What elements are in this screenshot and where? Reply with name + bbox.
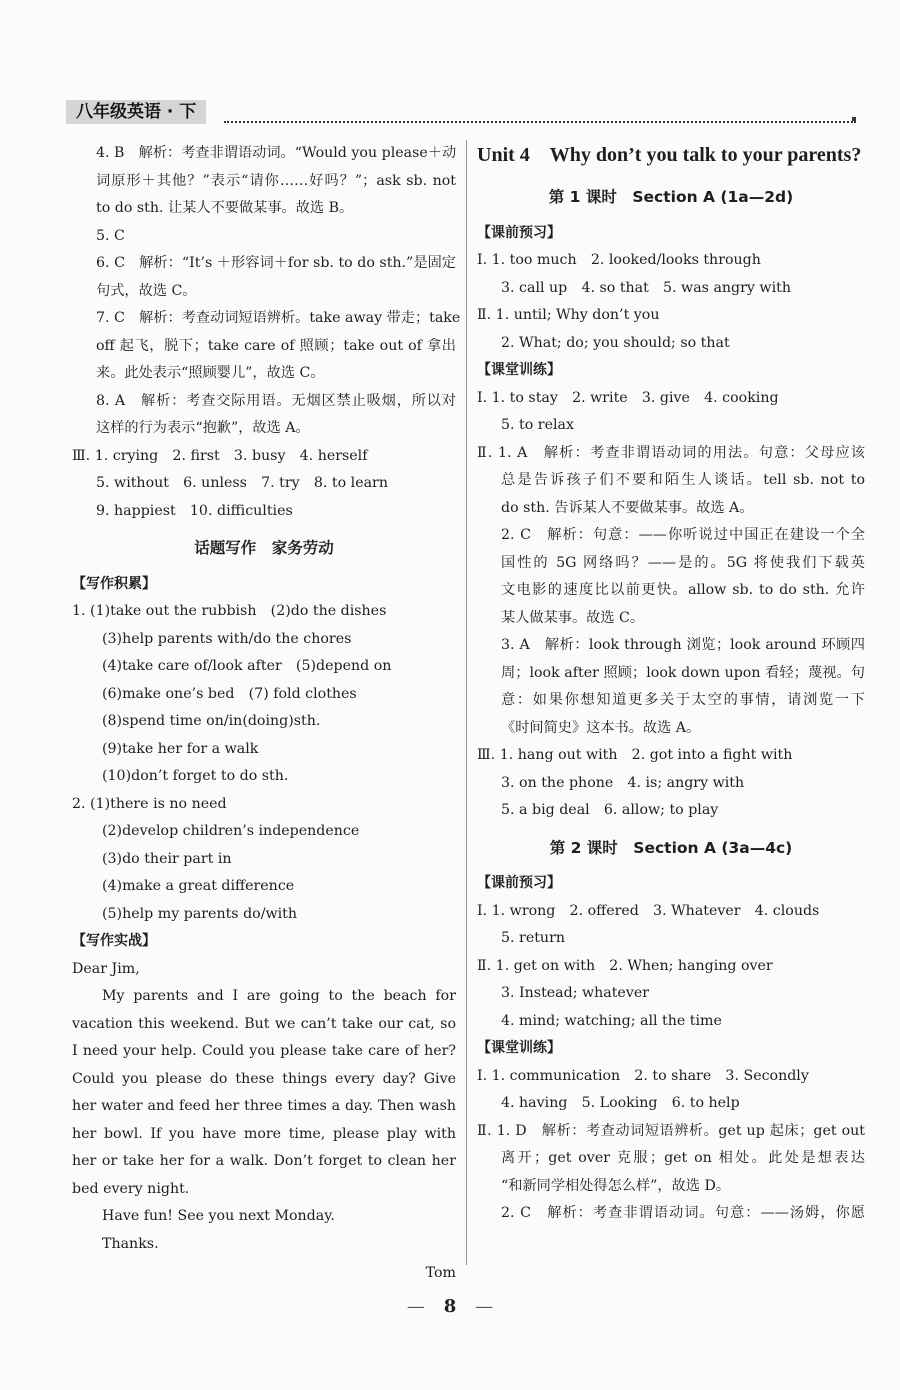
book-title: 八年级英语 · 下: [66, 100, 206, 124]
answer-line: 4. B 解析：考查非谓语动词。“Would you please＋动: [96, 145, 457, 161]
unit-title: Unit 4 Why don’t you talk to your parents?: [477, 144, 862, 166]
answer-line: 8. A 解析：考查交际用语。无烟区禁止吸烟，所以对: [96, 392, 456, 409]
answer-line: 某人做某事。故选 C。: [501, 609, 645, 626]
phrase-line: 1. (1)take out the rubbish (2)do the dishes: [72, 603, 387, 619]
answer-line: 离开；get over 克服；get on 相处。此处是想表达: [501, 1150, 865, 1166]
left-column: [72, 140, 461, 1288]
answer-line: Ⅱ. 1. A 解析：考查非谓语动词的用法。句意：父母应该: [477, 444, 865, 461]
phrase-line: (4)make a great difference: [102, 878, 295, 894]
answer-line: 来。此处表示“照顾婴儿”，故选 C。: [96, 365, 325, 381]
answer-line: 6. C 解析：“It’s ＋形容词＋for sb. to do sth.”是固定: [96, 255, 456, 271]
letter-thanks: Thanks.: [102, 1235, 159, 1252]
answer-line: 3. A 解析：look through 浏览；look around 环顾四: [501, 637, 865, 653]
answer-line: 句式，故选 C。: [96, 282, 197, 299]
answer-line: 5. a big deal 6. allow; to play: [501, 802, 719, 818]
answer-line: 总是告诉孩子们不要和陌生人谈话。tell sb. not to: [501, 472, 865, 488]
phrase-line: (5)help my parents do/with: [102, 905, 298, 922]
header-dot: [852, 117, 856, 121]
answer-line: Ⅱ. 1. until; Why don’t you: [477, 307, 660, 323]
answer-line: 5. return: [501, 930, 565, 946]
answer-line: do sth. 告诉某人不要做某事。故选 A。: [501, 499, 754, 516]
answer-line: 文电影的速度比以前更快。allow sb. to do sth. 允许: [501, 582, 865, 598]
answer-line: 5. C: [96, 227, 125, 244]
answer-line: 4. mind; watching; all the time: [501, 1012, 722, 1029]
answer-line: Ⅰ. 1. wrong 2. offered 3. Whatever 4. clouds: [477, 902, 820, 919]
right-column: [477, 140, 865, 1228]
answer-line: 3. on the phone 4. is; angry with: [501, 774, 745, 791]
answer-line: 国性的 5G 网络吗？——是的。5G 将使我们下载英: [501, 554, 865, 571]
answer-line: 5. without 6. unless 7. try 8. to learn: [96, 475, 388, 491]
phrase-line: (3)help parents with/do the chores: [102, 630, 352, 647]
answer-line: Ⅱ. 1. D 解析：考查动词短语辨析。get up 起床；get out: [477, 1122, 865, 1139]
answer-line: 这样的行为表示“抱歉”，故选 A。: [96, 420, 310, 436]
writing-practice-label: 【写作实战】: [72, 933, 156, 949]
header-rule: [224, 121, 856, 123]
answer-line: 2. C 解析：考查非谓语动词。句意：——汤姆，你愿: [501, 1205, 865, 1221]
page-dash-left: —: [406, 1296, 425, 1317]
answer-line: 5. to relax: [501, 417, 574, 433]
column-divider: [466, 140, 467, 1265]
answer-line: Ⅲ. 1. hang out with 2. got into a fight with: [477, 747, 793, 763]
letter-closing: Have fun! See you next Monday.: [102, 1208, 335, 1224]
answer-line: off 起飞，脱下；take care of 照顾；take out of 拿出: [96, 337, 456, 354]
answer-line: 《时间简史》这本书。故选 A。: [501, 719, 701, 736]
page-dash-right: —: [475, 1296, 494, 1317]
phrase-line: (4)take care of/look after (5)depend on: [102, 658, 392, 674]
answer-line: 词原形＋其他？”表示“请你……好吗？”；ask sb. not: [96, 172, 456, 189]
answer-line: Ⅰ. 1. to stay 2. write 3. give 4. cooking: [477, 389, 779, 406]
answer-line: Ⅰ. 1. communication 2. to share 3. Secondly: [477, 1067, 809, 1084]
phrase-line: (9)take her for a walk: [102, 740, 259, 757]
preview-label: 【课前预习】: [477, 224, 561, 241]
answer-line: “和新同学相处得怎么样”，故选 D。: [501, 1177, 731, 1194]
answer-line: Ⅰ. 1. too much 2. looked/looks through: [477, 252, 761, 268]
answer-line: 周；look after 照顾；look down upon 看轻；蔑视。句: [501, 664, 865, 681]
phrase-line: (10)don’t forget to do sth.: [102, 768, 289, 784]
preview-label: 【课前预习】: [477, 875, 561, 891]
answer-line: 2. C 解析：句意：——你听说过中国正在建设一个全: [501, 527, 865, 543]
lesson-2-title: 第 2 课时 Section A (3a—4c): [549, 838, 793, 857]
answer-line: Ⅲ. 1. crying 2. first 3. busy 4. herself: [72, 447, 368, 464]
topic-writing-title: 话题写作 家务劳动: [194, 539, 334, 557]
phrase-line: (2)develop children’s independence: [102, 823, 360, 839]
answer-line: to do sth. 让某人不要做某事。故选 B。: [96, 200, 354, 216]
answer-line: 3. call up 4. so that 5. was angry with: [501, 279, 791, 296]
page-header: [66, 100, 856, 126]
page-number-value: 8: [443, 1296, 457, 1317]
letter-body: My parents and I are going to the beach for vacation this weekend. But we can’t take our cat, so I need your help. Could you please take care of her? Could you please do these things every day? Give her water and feed her three times a day. Then wash her bowl. If you have more time, please play with her or take her for a walk. Don’t forget to clean her bed every night.: [72, 988, 456, 1197]
classroom-training-label: 【课堂训练】: [477, 362, 561, 378]
answer-line: 7. C 解析：考查动词短语辨析。take away 带走；take: [96, 310, 461, 326]
writing-accumulation-label: 【写作积累】: [72, 575, 156, 592]
page-number: [0, 1296, 900, 1317]
answer-line: Ⅱ. 1. get on with 2. When; hanging over: [477, 957, 773, 974]
phrase-line: (3)do their part in: [102, 850, 232, 867]
phrase-line: 2. (1)there is no need: [72, 795, 227, 812]
answer-line: 2. What; do; you should; so that: [501, 334, 730, 351]
phrase-line: (8)spend time on/in(doing)sth.: [102, 713, 321, 729]
lesson-1-title: 第 1 课时 Section A (1a—2d): [548, 188, 794, 206]
answer-line: 3. Instead; whatever: [501, 985, 650, 1001]
classroom-training-label: 【课堂训练】: [477, 1040, 561, 1056]
letter-salutation: Dear Jim,: [72, 960, 140, 977]
answer-line: 9. happiest 10. difficulties: [96, 502, 293, 519]
answer-line: 4. having 5. Looking 6. to help: [501, 1095, 740, 1111]
letter-signature: Tom: [425, 1265, 456, 1281]
phrase-line: (6)make one’s bed (7) fold clothes: [102, 685, 357, 702]
answer-line: 意：如果你想知道更多关于太空的事情，请浏览一下: [501, 692, 865, 708]
